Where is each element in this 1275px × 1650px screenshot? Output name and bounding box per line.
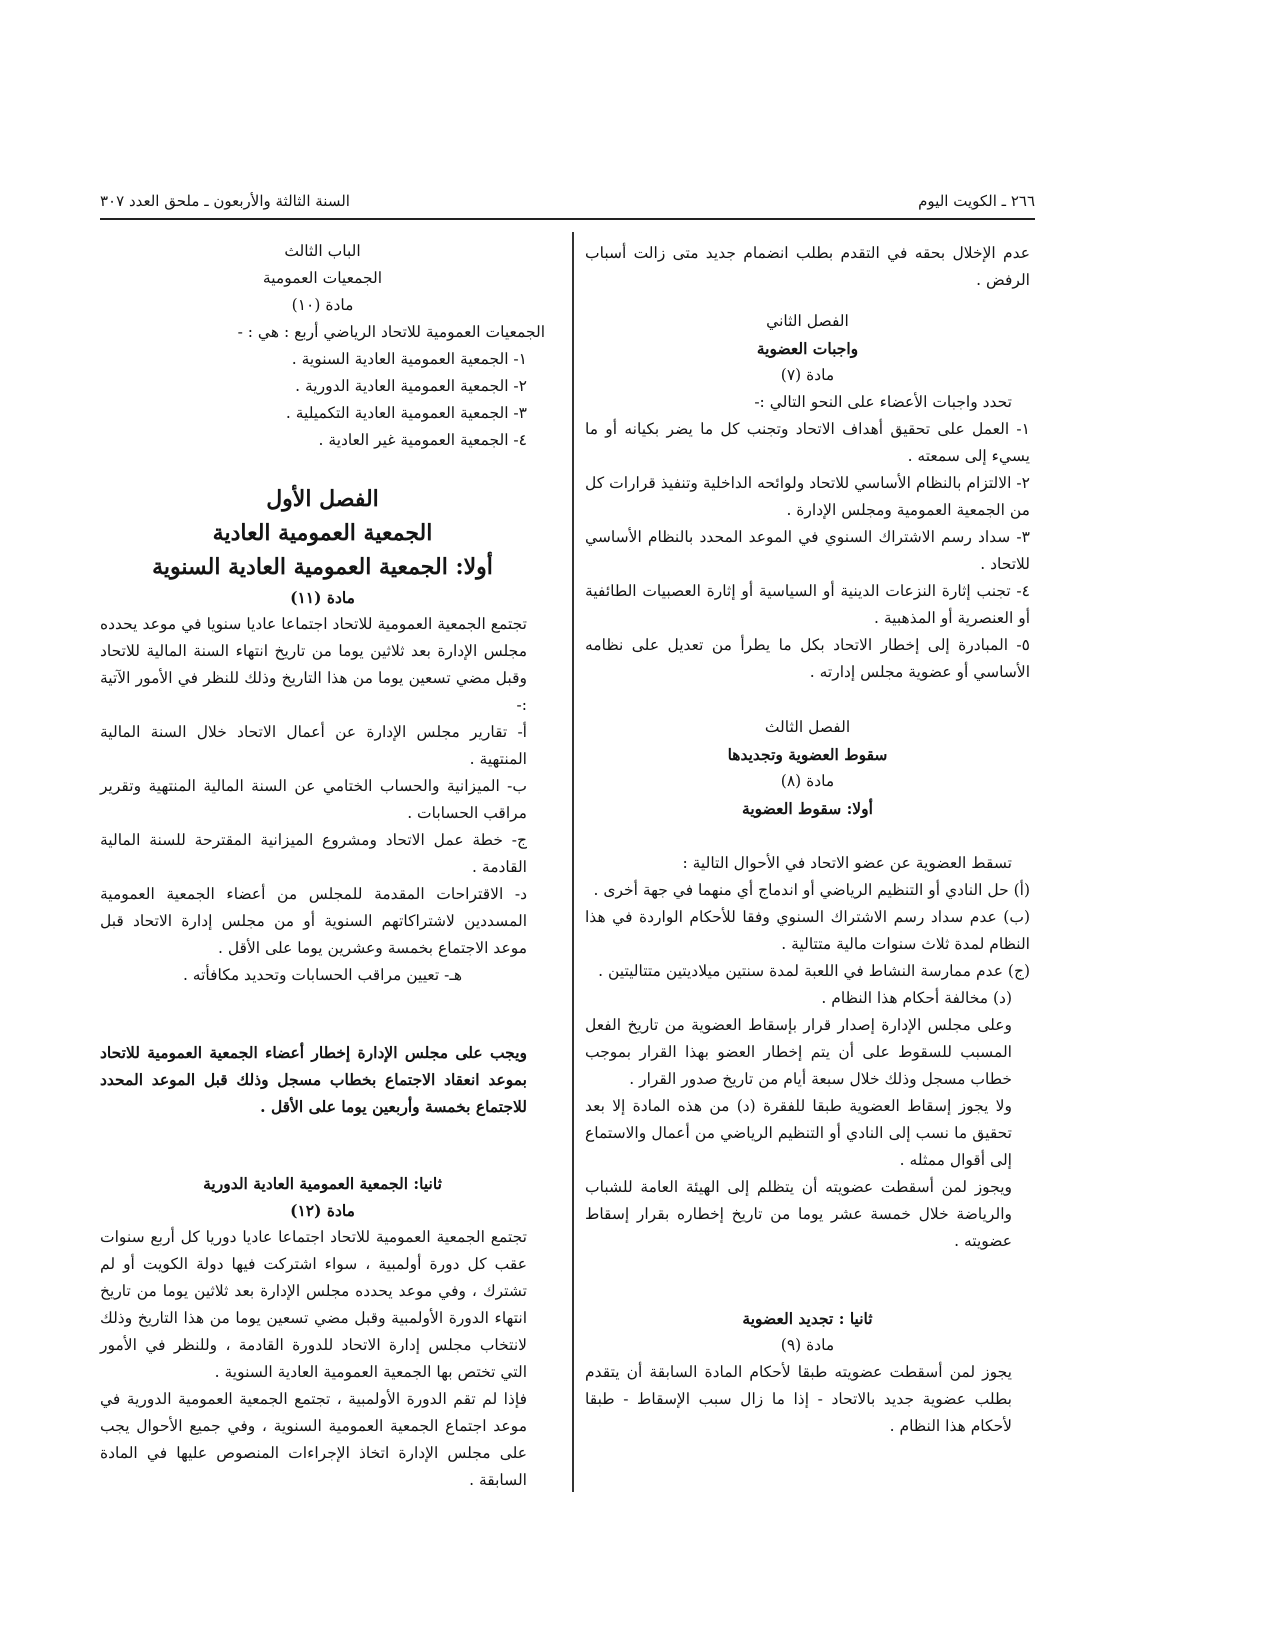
- chapter-title: سقوط العضوية وتجديدها: [727, 745, 888, 764]
- left-column: [100, 238, 545, 1494]
- list-item: ٢- الالتزام بالنظام الأساسي للاتحاد ولوائحه الداخلية وتنفيذ قرارات كل من الجمعية العمومية ومجلس الإدارة .: [585, 474, 1030, 519]
- article-number: مادة (٧): [780, 366, 835, 384]
- column-divider: [572, 232, 574, 1492]
- section-subtitle: ثانيا: الجمعية العمومية العادية الدورية: [203, 1174, 442, 1193]
- continuation-text: عدم الإخلال بحقه في التقدم بطلب انضمام جديد متى زالت أسباب الرفض .: [585, 244, 1030, 289]
- section-subtitle: ثانيا : تجديد العضوية: [742, 1309, 873, 1328]
- paragraph: يجوز لمن أسقطت عضويته طبقا لأحكام المادة السابقة أن يتقدم بطلب عضوية جديد بالاتحاد - إذا ما زال سبب الإسقاط - طبقا لأحكام هذا النظام .: [585, 1363, 1012, 1435]
- article-intro: تحدد واجبات الأعضاء على النحو التالي :-: [754, 393, 1012, 411]
- page-header-left: السنة الثالثة والأربعون ـ ملحق العدد ٣٠٧: [100, 192, 350, 210]
- article-intro: تسقط العضوية عن عضو الاتحاد في الأحوال التالية :: [682, 854, 1012, 872]
- paragraph: ولا يجوز إسقاط العضوية طبقا للفقرة (د) من هذه المادة إلا بعد تحقيق ما نسب إلى النادي أو التنظيم الرياضي من أعمال والاستماع إلى أقوال ممثله .: [585, 1097, 1012, 1169]
- list-item: أ- تقارير مجلس الإدارة عن أعمال الاتحاد خلال السنة المالية المنتهية .: [100, 723, 527, 768]
- list-item: (ب) عدم سداد رسم الاشتراك السنوي وفقا للأحكام الواردة في هذا النظام لمدة ثلاث سنوات مالية متتالية .: [585, 908, 1030, 953]
- list-item: (د) مخالفة أحكام هذا النظام .: [821, 989, 1012, 1007]
- list-item: هـ- تعيين مراقب الحسابات وتحديد مكافأته .: [182, 966, 463, 984]
- list-item: ٤- تجنب إثارة النزعات الدينية أو السياسية أو إثارة العصبيات الطائفية أو العنصرية أو المذهبية .: [585, 582, 1030, 627]
- article-number: مادة (٩): [780, 1336, 835, 1354]
- paragraph: تجتمع الجمعية العمومية للاتحاد اجتماعا عاديا دوريا كل أربع سنوات عقب كل دورة أولمبية ، سواء اشتركت فيها دولة الكويت أو لم تشترك ، وفي موعد يحدده مجلس الإدارة بعد ثلاثين يوما من تاريخ انتهاء الدورة الأولمبية وقبل مضي تسعين يوما من هذا التاريخ وذلك لانتخاب مجلس إدارة الاتحاد للدورة القادمة ، وللنظر في الأمور التي تختص بها الجمعية العمومية العادية السنوية .: [100, 1228, 527, 1381]
- list-item: (أ) حل النادي أو التنظيم الرياضي أو اندماج أي منهما في جهة أخرى .: [593, 881, 1030, 899]
- part-title: الجمعيات العمومية: [262, 269, 383, 287]
- article-number: مادة (١١): [290, 588, 355, 607]
- list-item: ١- العمل على تحقيق أهداف الاتحاد وتجنب كل ما يضر بكيانه أو ما يسيء إلى سمعته .: [585, 420, 1030, 465]
- article-number: مادة (٨): [780, 772, 835, 790]
- list-item: ٣- سداد رسم الاشتراك السنوي في الموعد المحدد بالنظام الأساسي للاتحاد .: [585, 528, 1030, 573]
- chapter-title: الجمعية العمومية العادية: [212, 520, 433, 546]
- list-item: ١- الجمعية العمومية العادية السنوية .: [291, 350, 527, 368]
- header-rule: [100, 218, 1035, 220]
- article-number: مادة (١٠): [291, 296, 354, 314]
- section-subtitle: أولا: سقوط العضوية: [742, 799, 873, 818]
- article-intro: الجمعيات العمومية للاتحاد الرياضي أربع : هي : -: [237, 323, 545, 341]
- section-subtitle: أولا: الجمعية العمومية العادية السنوية: [152, 554, 493, 580]
- paragraph: وعلى مجلس الإدارة إصدار قرار بإسقاط العضوية من تاريخ الفعل المسبب للسقوط على أن يتم إخطار العضو بهذا القرار بموجب خطاب مسجل وذلك خلال سبعة أيام من تاريخ صدور القرار .: [585, 1016, 1012, 1088]
- paragraph: فإذا لم تقم الدورة الأولمبية ، تجتمع الجمعية العمومية الدورية في موعد اجتماع الجمعية العمومية السنوية ، وفي جميع الأحوال يجب على مجلس الإدارة اتخاذ الإجراءات المنصوص عليها في المادة السابقة .: [100, 1390, 527, 1489]
- page-header-right: ٢٦٦ ـ الكويت اليوم: [918, 192, 1035, 210]
- article-number: مادة (١٢): [290, 1201, 355, 1220]
- part-heading: الباب الثالث: [284, 242, 361, 260]
- list-item: ٤- الجمعية العمومية غير العادية .: [318, 431, 527, 449]
- list-item: ج- خطة عمل الاتحاد ومشروع الميزانية المقترحة للسنة المالية القادمة .: [100, 831, 527, 876]
- chapter-title: واجبات العضوية: [756, 339, 859, 358]
- article-intro: تجتمع الجمعية العمومية للاتحاد اجتماعا عاديا سنويا في موعد يحدده مجلس الإدارة بعد ثلاثين يوما من تاريخ انتهاء السنة المالية للاتحاد وقبل مضي تسعين يوما من هذا التاريخ وذلك للنظر في الأمور الآتية :-: [100, 615, 527, 714]
- list-item: ٢- الجمعية العمومية العادية الدورية .: [295, 377, 527, 395]
- list-item: ب- الميزانية والحساب الختامي عن السنة المالية المنتهية وتقرير مراقب الحسابات .: [100, 777, 527, 822]
- list-item: د- الاقتراحات المقدمة للمجلس من أعضاء الجمعية العمومية المسددين لاشتراكاتهم السنوية أو من مجلس إدارة الاتحاد قبل موعد الاجتماع بخمسة وعشرين يوما على الأقل .: [100, 885, 527, 957]
- list-item: ٣- الجمعية العمومية العادية التكميلية .: [285, 404, 527, 422]
- paragraph: ويجوز لمن أسقطت عضويته أن يتظلم إلى الهيئة العامة للشباب والرياضة خلال خمسة عشر يوما من تاريخ إخطاره بقرار إسقاط عضويته .: [585, 1178, 1012, 1250]
- list-item: ٥- المبادرة إلى إخطار الاتحاد بكل ما يطرأ من تعديل على نظامه الأساسي أو عضوية مجلس إدارته .: [585, 636, 1030, 681]
- chapter-heading: الفصل الثاني: [766, 312, 849, 330]
- chapter-heading: الفصل الأول: [266, 486, 379, 512]
- list-item: (ج) عدم ممارسة النشاط في اللعبة لمدة سنتين ميلاديتين متتاليتين .: [598, 962, 1030, 980]
- chapter-heading: الفصل الثالث: [764, 718, 851, 736]
- paragraph: ويجب على مجلس الإدارة إخطار أعضاء الجمعية العمومية للاتحاد بموعد انعقاد الاجتماع بخطاب مسجل وذلك قبل الموعد المحدد للاجتماع بخمسة وأربعين يوما على الأقل .: [100, 1043, 527, 1116]
- right-column: [585, 240, 1030, 1440]
